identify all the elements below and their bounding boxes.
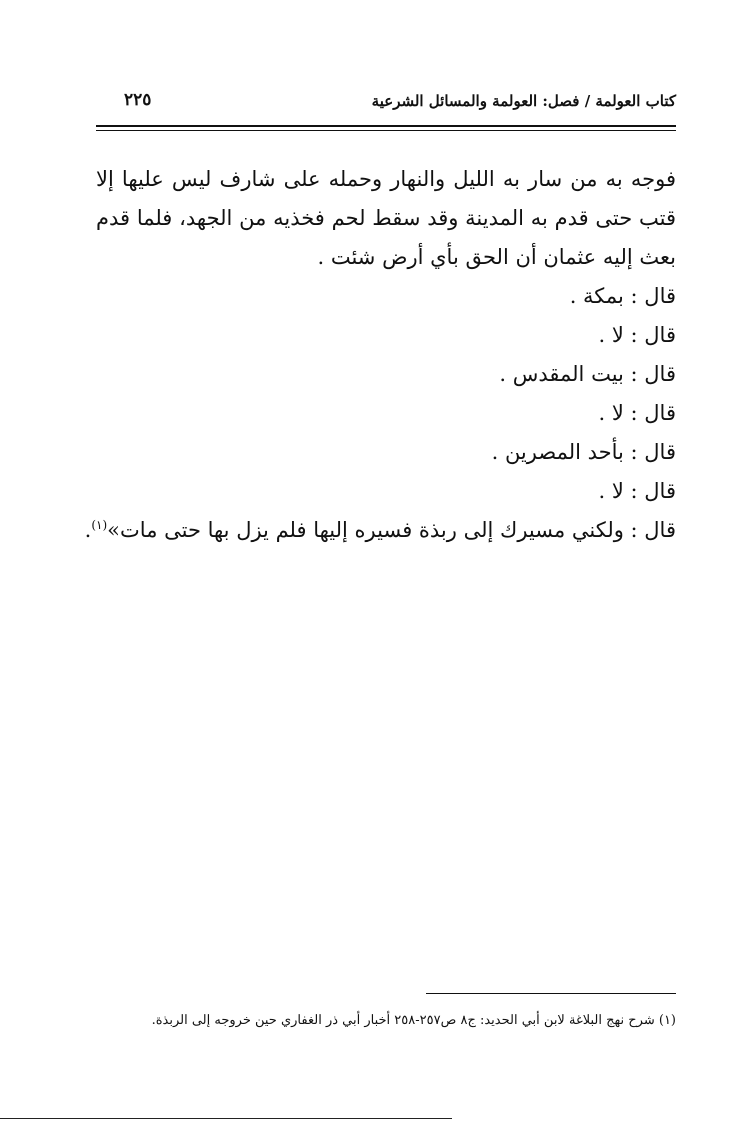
running-title: كتاب العولمة / فصل: العولمة والمسائل الشرعية bbox=[371, 92, 676, 110]
final-dialogue-line bbox=[84, 511, 676, 550]
header-rule-thick bbox=[96, 125, 676, 127]
footnote-marker: (١) bbox=[91, 518, 108, 532]
header-rule-thin bbox=[96, 130, 676, 131]
footnote-separator bbox=[426, 993, 676, 994]
scan-bottom-edge bbox=[0, 1118, 452, 1119]
final-line-end: . bbox=[84, 518, 92, 542]
final-line-text: قال : ولكني مسيرك إلى ربذة فسيره إليها فلم يزل بها حتى مات» bbox=[107, 518, 676, 542]
narrative-paragraph: فوجه به من سار به الليل والنهار وحمله على شارف ليس عليها إلا قتب حتى قدم به المدينة وقد سقط لحم فخذيه من الجهد، فلما قدم بعث إليه عثمان أن الحق بأي أرض شئت . bbox=[96, 167, 676, 269]
page-header bbox=[96, 90, 676, 120]
dialogue-line: قال : لا . bbox=[598, 323, 676, 347]
dialogue-line: قال : بأحد المصرين . bbox=[491, 440, 676, 464]
dialogue-line: قال : بمكة . bbox=[569, 284, 676, 308]
footnote: (١) شرح نهج البلاغة لابن أبي الحديد: ج٨ ص٢٥٧-٢٥٨ أخبار أبي ذر الغفاري حين خروجه إلى الربذة. bbox=[151, 1013, 676, 1028]
page-number: ٢٢٥ bbox=[124, 90, 152, 110]
main-text bbox=[84, 160, 676, 550]
dialogue-line: قال : بيت المقدس . bbox=[499, 362, 676, 386]
dialogue-line: قال : لا . bbox=[598, 401, 676, 425]
dialogue-line: قال : لا . bbox=[598, 479, 676, 503]
